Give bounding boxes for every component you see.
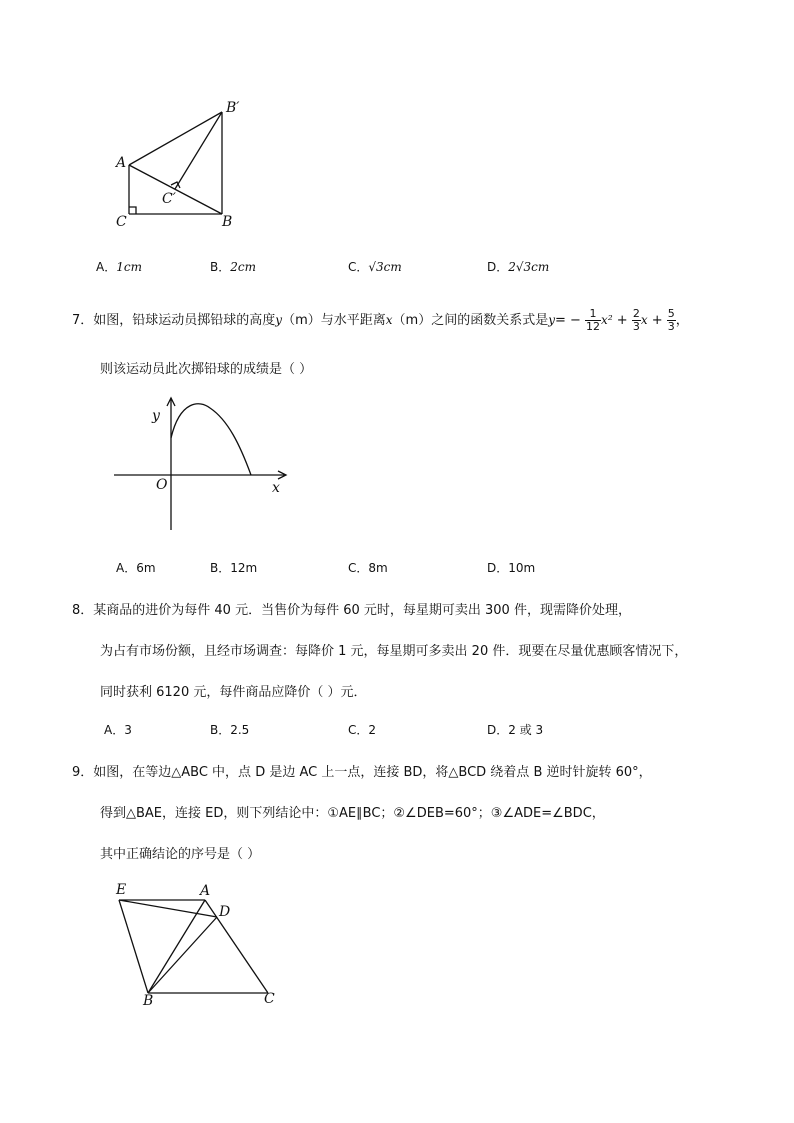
label-b: B bbox=[222, 214, 233, 230]
label-d: D bbox=[219, 904, 231, 920]
q9-stem-line2: 得到△BAE，连接 ED，则下列结论中：①AE∥BC；②∠DEB=60°；③∠ADE=∠BDC， bbox=[100, 806, 605, 821]
label-e: E bbox=[116, 882, 127, 898]
q8-stem-line3: 同时获利 6120 元，每件商品应降价（ ）元． bbox=[100, 685, 367, 700]
fraction-1-12: $\frac{1}{12}$ bbox=[586, 307, 601, 333]
q7-option-a[interactable]: A．6m bbox=[116, 561, 156, 575]
q9-stem-line3: 其中正确结论的序号是（ ） bbox=[100, 847, 261, 862]
q6-option-d[interactable]: D．2√3cm bbox=[487, 260, 550, 274]
label-a-q9: A bbox=[200, 883, 211, 899]
fraction-5-3: $\frac{5}{3}$ bbox=[667, 307, 675, 333]
q6-option-a[interactable]: A．1cm bbox=[96, 260, 142, 274]
q6-option-b[interactable]: B．2cm bbox=[210, 260, 256, 274]
graph-x-label: x bbox=[272, 480, 280, 496]
q7-option-d[interactable]: D．10m bbox=[487, 561, 536, 575]
q6-option-c[interactable]: C．√3cm bbox=[348, 260, 402, 274]
label-b-prime: B′ bbox=[226, 100, 240, 116]
graph-origin-label: O bbox=[156, 477, 168, 493]
fraction-2-3: $\frac{2}{3}$ bbox=[632, 307, 640, 333]
q7-option-c[interactable]: C．8m bbox=[348, 561, 388, 575]
q8-option-a[interactable]: A．3 bbox=[104, 723, 132, 737]
label-b-q9: B bbox=[143, 993, 154, 1009]
graph-y-label: y bbox=[152, 408, 160, 424]
q9-stem-line1: 9．如图，在等边△ABC 中，点 D 是边 AC 上一点，连接 BD，将△BCD 绕着点 B 逆时针旋转 60°， bbox=[72, 765, 652, 780]
label-c-prime: C′ bbox=[162, 191, 176, 207]
q7-stem-line1: 7．如图，铅球运动员掷铅球的高度y（m）与水平距离x（m）之间的函数关系式是y= − $\frac{1}{12}$ x² + $\frac{2}{3}$ x + $\frac{5}{3}$ ， bbox=[72, 307, 689, 333]
label-c: C bbox=[116, 214, 127, 230]
q7-stem-line2: 则该运动员此次掷铅球的成绩是（ ） bbox=[100, 362, 313, 377]
q8-stem-line2: 为占有市场份额，且经市场调查：每降价 1 元，每星期可多卖出 20 件．现要在尽量优惠顾客情况下， bbox=[100, 644, 688, 659]
q7-option-b[interactable]: B．12m bbox=[210, 561, 258, 575]
label-a: A bbox=[116, 155, 127, 171]
q8-stem-line1: 8．某商品的进价为每件 40 元．当售价为每件 60 元时，每星期可卖出 300 件，现需降价处理， bbox=[72, 603, 631, 618]
q8-option-b[interactable]: B．2.5 bbox=[210, 723, 250, 737]
q8-option-d[interactable]: D．2 或 3 bbox=[487, 723, 544, 737]
label-c-q9: C bbox=[264, 991, 275, 1007]
q8-option-c[interactable]: C．2 bbox=[348, 723, 377, 737]
